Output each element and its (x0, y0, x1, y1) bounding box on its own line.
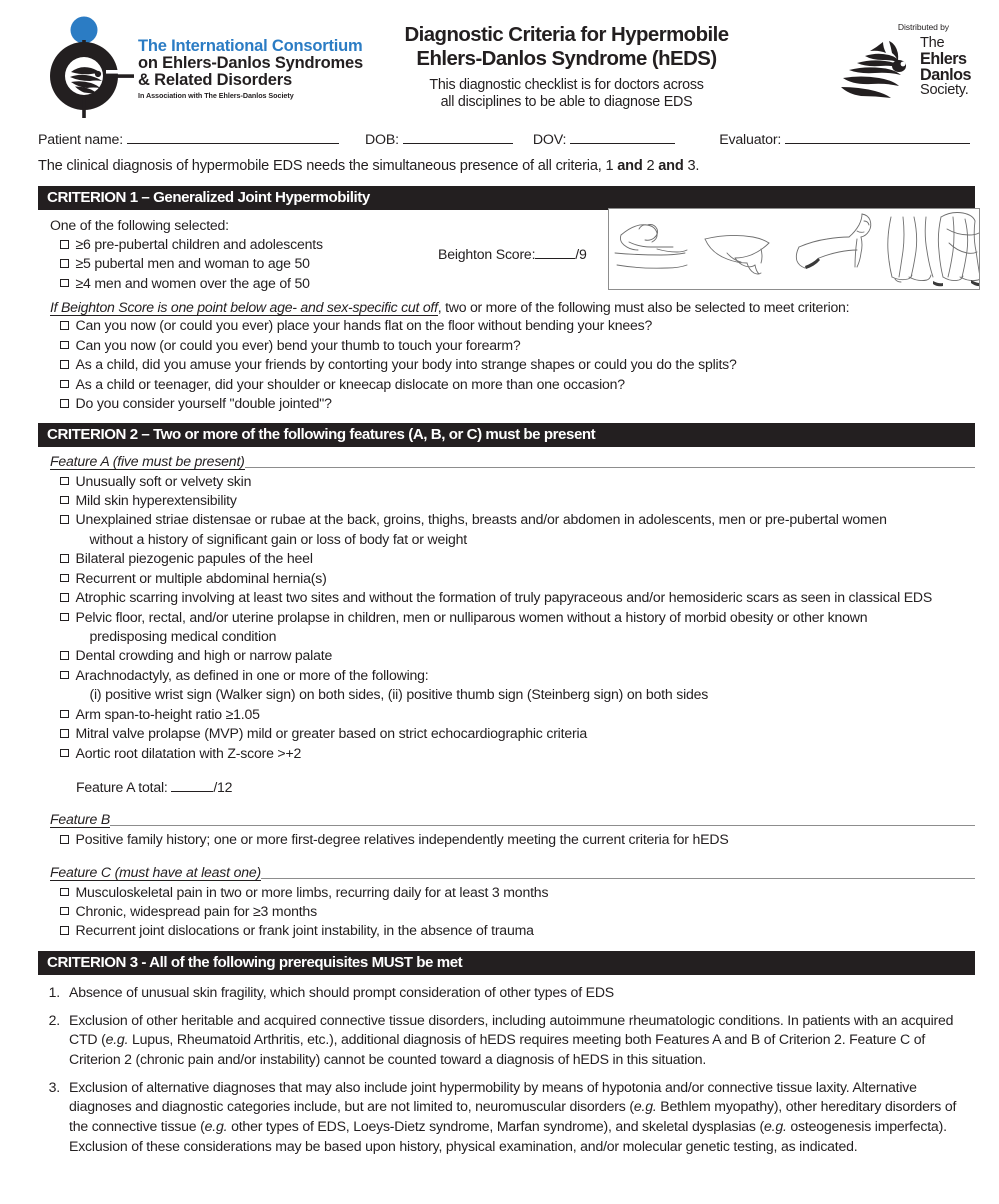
dob-input[interactable] (403, 130, 513, 144)
list-item-number: 1. (48, 983, 60, 1000)
document-title-block (338, 14, 789, 111)
evaluator-input[interactable] (785, 130, 970, 144)
checkbox-label: ≥4 men and women over the age of 50 (75, 274, 310, 291)
checkbox-row[interactable] (60, 569, 975, 588)
checkbox-icon[interactable] (60, 749, 69, 758)
checkbox-icon[interactable] (60, 671, 69, 680)
beighton-score-input[interactable] (535, 246, 575, 259)
patient-name-label: Patient name: (38, 132, 123, 148)
beighton-score-max: /9 (575, 246, 587, 262)
checkbox-label: Can you now (or could you ever) place your hands flat on the floor without bending your knees? (75, 317, 653, 334)
society-the: The (920, 35, 945, 52)
document-title-line-2: Ehlers-Danlos Syndrome (hEDS) (416, 47, 717, 70)
dov-field[interactable] (533, 130, 675, 148)
checkbox-row[interactable] (60, 744, 975, 763)
checkbox-icon[interactable] (60, 907, 69, 916)
checkbox-icon[interactable] (60, 321, 69, 330)
checkbox-icon[interactable] (60, 496, 69, 505)
checkbox-row[interactable] (60, 883, 975, 902)
numbered-list-item (38, 1078, 973, 1157)
feature-a-total-field[interactable] (76, 779, 975, 795)
checkbox-icon[interactable] (60, 477, 69, 486)
checkbox-label: Unusually soft or velvety skin (75, 472, 252, 489)
patient-info-row (0, 130, 999, 148)
criterion-3-header: CRITERION 3 - All of the following prerequisites MUST be met (38, 951, 975, 975)
consortium-line-4: In Association with The Ehlers-Danlos Society (138, 91, 294, 101)
list-item-number: 2. (48, 1011, 60, 1028)
feature-a-total-max: /12 (213, 779, 233, 796)
checkbox-label: Arachnodactyly, as defined in one or more of the following: (i) positive wrist sign (Walker sign) on both sides, (ii) positive thumb sign (Steinberg sign) on both sides (76, 666, 976, 705)
feature-b-heading (50, 811, 975, 828)
checkbox-label: ≥5 pubertal men and woman to age 50 (75, 255, 310, 272)
intro-and-1: and (617, 158, 643, 174)
checkbox-label: Positive family history; one or more first-degree relatives independently meeting the current criteria for hEDS (75, 831, 729, 848)
society-logo-row (837, 36, 971, 98)
list-item-text: Absence of unusual skin fragility, which should prompt consideration of other types of EDS (69, 983, 615, 1000)
feature-c-label: Feature C (must have at least one) (50, 863, 261, 880)
checkbox-label: Mild skin hyperextensibility (75, 491, 237, 508)
consortium-line-3: & Related Disorders (138, 71, 292, 90)
numbered-list-item (38, 983, 973, 1003)
feature-a-heading (50, 453, 975, 470)
beighton-figures-icon (609, 209, 979, 289)
consortium-line-1: The International Consortium (138, 37, 363, 55)
document-subtitle-line-2: all disciplines to be able to diagnose EDS (440, 93, 693, 110)
numbered-list-item (38, 1011, 973, 1070)
beighton-cutoff-note-rest: , two or more of the following must also be selected to meet criterion: (437, 299, 850, 316)
document-subtitle-line-1: This diagnostic checklist is for doctors across (429, 76, 704, 93)
checkbox-label: Bilateral piezogenic papules of the heel (75, 550, 313, 567)
checkbox-icon[interactable] (60, 259, 69, 268)
criterion-3-body (0, 983, 999, 1157)
patient-name-input[interactable] (127, 130, 339, 144)
checkbox-label: Unexplained striae distensae or rubae at the back, groins, thighs, breasts and/or abdomen in adolescents, men or pre-pubertal women without a history of significant gain or loss of body fat or weight (76, 510, 976, 549)
list-item-text: Exclusion of alternative diagnoses that may also include joint hypermobility by means of hypotonia and/or connective tissue laxity. Alternative diagnoses and diagnostic categories include, but are not limited to, neuromuscular disorders (e.g. Bethlem myopathy), other hereditary disorders of the connective tissue (e.g. other types of EDS, Loeys-Dietz syndrome, Marfan syndrome), and skeletal dysplasias (e.g. osteogenesis imperfecta). Exclusion of these considerations may be based upon history, physical examination, and/or molecular genetic testing, as indicated. (69, 1078, 957, 1154)
criterion-2-body (0, 453, 999, 941)
checkbox-label: Arm span-to-height ratio ≥1.05 (75, 705, 260, 722)
dob-field[interactable] (365, 130, 513, 148)
checkbox-icon[interactable] (60, 729, 69, 738)
checkbox-label: Dental crowding and high or narrow palate (75, 647, 333, 664)
checkbox-label: ≥6 pre-pubertal children and adolescents (75, 236, 323, 252)
consortium-emblem-icon (38, 14, 136, 120)
checkbox-icon[interactable] (60, 593, 69, 602)
checkbox-icon[interactable] (60, 574, 69, 583)
checkbox-label: Mitral valve prolapse (MVP) mild or greater based on strict echocardiographic criteria (75, 725, 588, 742)
checkbox-label: Atrophic scarring involving at least two sites and without the formation of truly papyraceous and/or hemosideric scars as seen in classical EDS (75, 589, 933, 606)
feature-a-total-label: Feature A total: (76, 779, 168, 796)
checkbox-row[interactable] (60, 355, 975, 374)
checkbox-row[interactable] (60, 510, 975, 549)
dov-input[interactable] (570, 130, 675, 144)
evaluator-label: Evaluator: (719, 132, 782, 148)
checkbox-row[interactable] (60, 336, 975, 355)
checkbox-label-continuation: without a history of significant gain or loss of body fat or weight (89, 530, 468, 547)
checkbox-label: Can you now (or could you ever) bend your thumb to touch your forearm? (75, 336, 521, 353)
checkbox-label: Recurrent or multiple abdominal hernia(s) (75, 569, 327, 586)
checkbox-icon[interactable] (60, 888, 69, 897)
list-item-text: Exclusion of other heritable and acquired connective tissue disorders, including autoimmune rheumatologic conditions. In patients with an acquired CTD (e.g. Lupus, Rheumatoid Arthritis, etc.), additional diagnosis of hEDS requires meeting both Features A and B of Criterion 2. Feature C of Criterion 2 (chronic pain and/or instability) cannot be counted toward a diagnosis of hEDS in this situation. (69, 1011, 954, 1067)
checkbox-row[interactable] (60, 394, 975, 413)
criterion-1-body (0, 210, 999, 414)
criterion-1-options-column (50, 210, 430, 293)
checkbox-icon[interactable] (60, 710, 69, 719)
feature-b-checklist (50, 830, 975, 849)
checkbox-row[interactable] (60, 724, 975, 743)
feature-a-rule (245, 466, 975, 468)
checkbox-row[interactable] (60, 646, 975, 665)
checkbox-label: Recurrent joint dislocations or frank joint instability, in the absence of trauma (75, 922, 534, 939)
checkbox-row[interactable] (60, 274, 430, 293)
checkbox-icon[interactable] (60, 515, 69, 524)
criterion-1-header: CRITERION 1 – Generalized Joint Hypermobility (38, 186, 975, 210)
checkbox-row[interactable] (60, 235, 430, 254)
checkbox-icon[interactable] (60, 279, 69, 288)
checkbox-row[interactable] (60, 921, 975, 940)
feature-a-label: Feature A (five must be present) (50, 452, 245, 469)
patient-name-field[interactable] (38, 130, 339, 148)
checkbox-row[interactable] (60, 375, 975, 394)
checkbox-icon[interactable] (60, 240, 69, 249)
feature-c-checklist (50, 883, 975, 941)
checkbox-row[interactable] (60, 705, 975, 724)
checkbox-icon[interactable] (60, 613, 69, 622)
feature-b-label: Feature B (50, 811, 111, 828)
list-item-number: 3. (48, 1078, 60, 1095)
checkbox-label: Musculoskeletal pain in two or more limbs, recurring daily for at least 3 months (75, 883, 549, 900)
criterion-3-list (38, 983, 973, 1157)
checkbox-icon[interactable] (60, 341, 69, 350)
consortium-line-2: on Ehlers-Danlos Syndromes (138, 54, 363, 73)
criterion-1-top-block (50, 210, 975, 293)
checkbox-icon[interactable] (60, 360, 69, 369)
consortium-wordmark (138, 14, 363, 100)
document-title-line-1: Diagnostic Criteria for Hypermobile (404, 24, 729, 46)
beighton-score-label: Beighton Score: (438, 246, 536, 262)
criterion-1-lead: One of the following selected: (50, 217, 229, 233)
intro-part-3: 3. (683, 158, 700, 174)
checkbox-label-continuation: predisposing medical condition (89, 628, 277, 644)
ehlers-danlos-society-logo (789, 14, 971, 98)
society-wordmark (920, 36, 971, 98)
checkbox-row[interactable] (60, 316, 975, 335)
society-danlos: Danlos (920, 66, 971, 84)
dov-label: DOV: (532, 132, 567, 148)
intro-part-1: The clinical diagnosis of hypermobile EDS needs the simultaneous presence of all criteria, 1 (38, 158, 618, 174)
checkbox-row[interactable] (60, 491, 975, 510)
checkbox-label: Pelvic floor, rectal, and/or uterine prolapse in children, men or nulliparous women without a history of morbid obesity or other known predisposing medical condition (76, 608, 976, 647)
checkbox-row[interactable] (60, 472, 975, 491)
beighton-score-field[interactable] (430, 210, 608, 262)
checkbox-row[interactable] (60, 830, 975, 849)
checkbox-icon[interactable] (60, 651, 69, 660)
society-society: Society. (920, 82, 969, 99)
checkbox-icon[interactable] (60, 554, 69, 563)
feature-a-checklist (50, 472, 975, 764)
checkbox-label-continuation: (i) positive wrist sign (Walker sign) on both sides, (ii) positive thumb sign (Steinberg sign) on both sides (89, 686, 709, 703)
feature-b-rule (110, 824, 975, 826)
checkbox-icon[interactable] (60, 380, 69, 389)
intro-statement (0, 158, 999, 174)
beighton-cutoff-note-italic: If Beighton Score is one point below age- and sex-specific cut off (50, 299, 438, 316)
distributed-by-label: Distributed by (897, 22, 949, 32)
checkbox-label: As a child or teenager, did your shoulder or kneecap dislocate on more than one occasion? (75, 375, 625, 392)
intro-part-2: 2 (642, 158, 659, 174)
checkbox-label: Do you consider yourself "double jointed"? (75, 395, 332, 412)
checkbox-row[interactable] (60, 666, 975, 705)
feature-c-heading (50, 864, 975, 881)
evaluator-field[interactable] (719, 130, 970, 148)
checkbox-row[interactable] (60, 549, 975, 568)
checkbox-row[interactable] (60, 254, 430, 273)
checkbox-row[interactable] (60, 608, 975, 647)
dob-label: DOB: (364, 132, 399, 148)
checkbox-label: Aortic root dilatation with Z-score >+2 (75, 744, 302, 761)
criterion-2-header: CRITERION 2 – Two or more of the following features (A, B, or C) must be present (38, 423, 975, 447)
checkbox-row[interactable] (60, 902, 975, 921)
checkbox-icon[interactable] (60, 835, 69, 844)
checkbox-label: As a child, did you amuse your friends by contorting your body into strange shapes or could you do the splits? (75, 356, 737, 373)
beighton-maneuvers-illustration (608, 208, 980, 290)
zebra-head-icon (837, 36, 915, 98)
consortium-logo (38, 14, 363, 120)
checkbox-row[interactable] (60, 588, 975, 607)
checkbox-label: Chronic, widespread pain for ≥3 months (75, 902, 317, 919)
society-ehlers: Ehlers (920, 49, 967, 68)
beighton-cutoff-note (50, 299, 975, 315)
intro-and-2: and (658, 158, 684, 174)
checkbox-icon[interactable] (60, 399, 69, 408)
feature-c-rule (261, 877, 975, 879)
document-header (0, 0, 999, 126)
checkbox-icon[interactable] (60, 926, 69, 935)
feature-a-total-input[interactable] (171, 779, 213, 792)
